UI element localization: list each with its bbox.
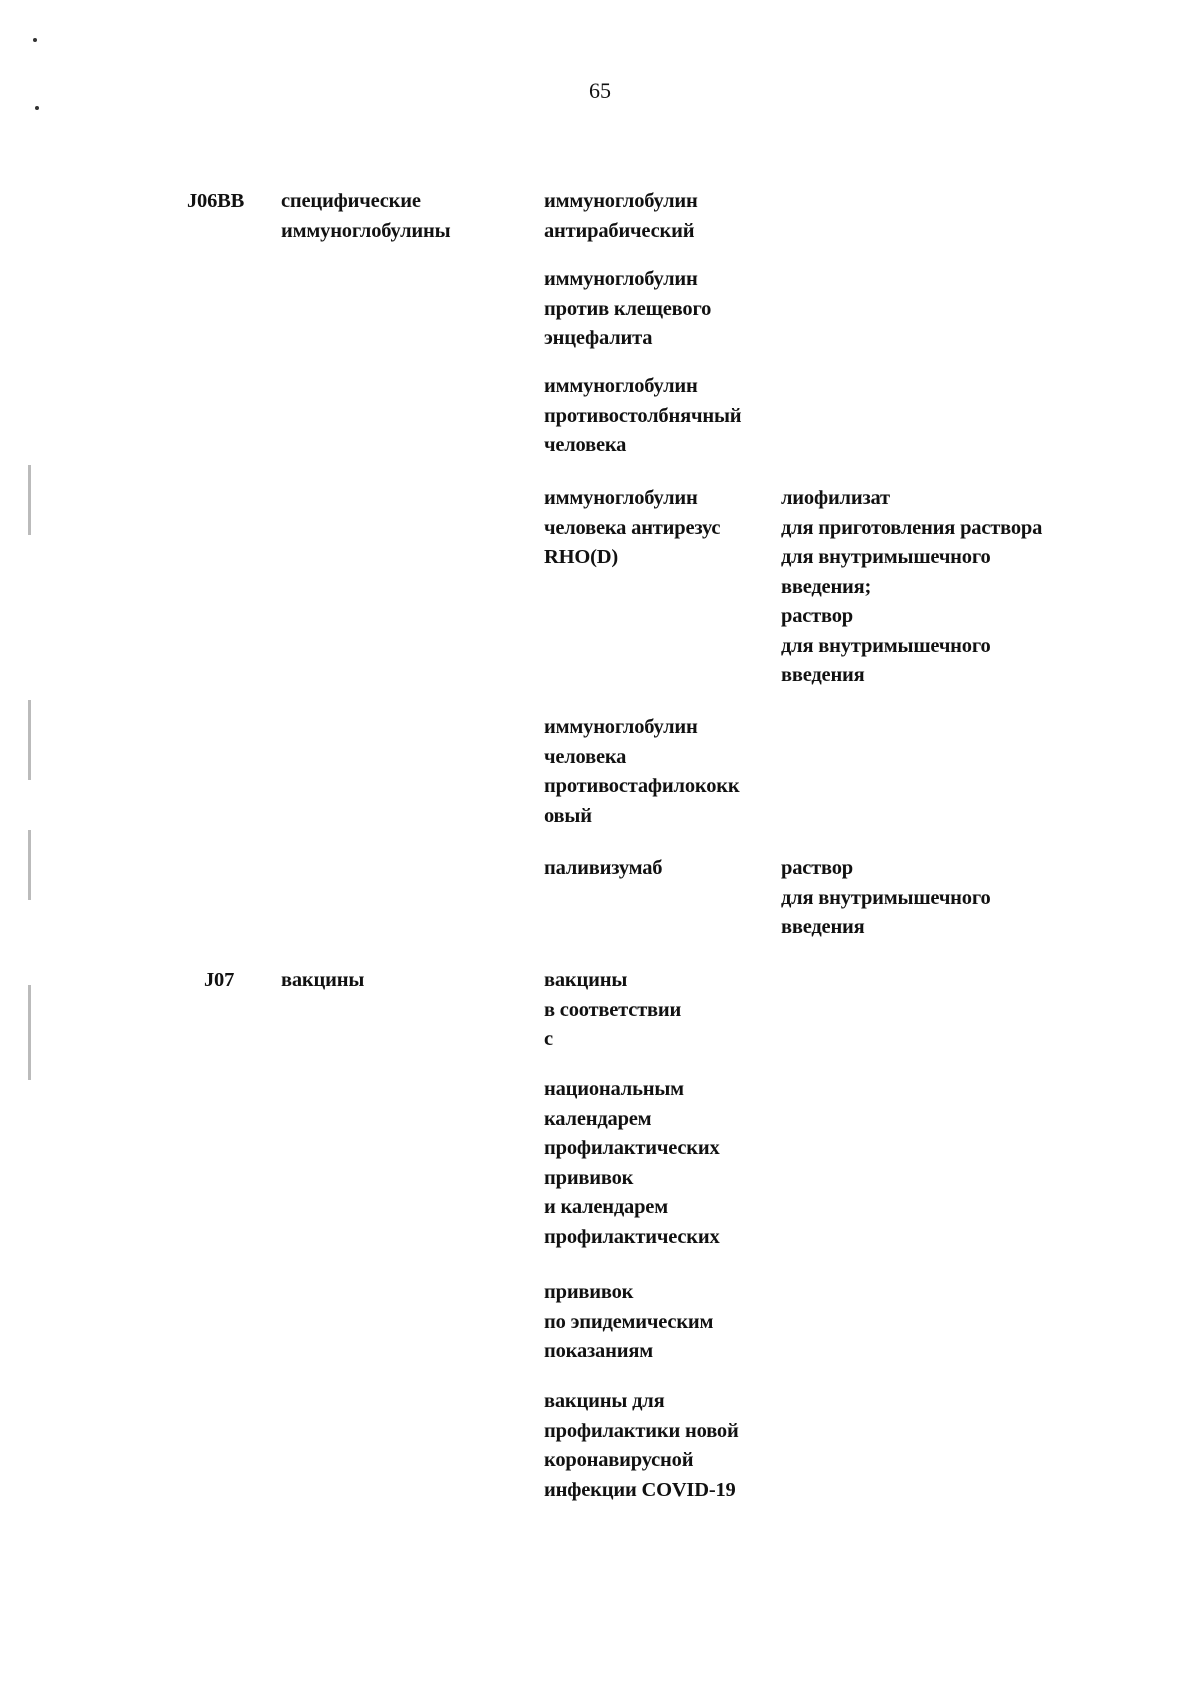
atc-code: J06BB	[187, 190, 245, 212]
dosage-form: раствор для внутримышечного введения	[781, 857, 991, 938]
drug-name: иммуноглобулин против клещевого энцефалита	[544, 268, 712, 349]
drug-name: иммуноглобулин антирабический	[544, 190, 698, 242]
drug-name: иммуноглобулин человека антирезус RHO(D)	[544, 487, 721, 568]
dosage-form: лиофилизат для приготовления раствора для внутримышечного введения; раствор для внутримышечного введения	[781, 487, 1043, 686]
drug-name: паливизумаб	[544, 857, 663, 879]
scan-speck	[33, 38, 37, 42]
page-number: 65	[589, 78, 611, 103]
scan-margin-mark	[28, 700, 31, 780]
scan-speck	[35, 106, 39, 110]
drug-name: иммуноглобулин противостолбнячный человека	[544, 375, 742, 456]
drug-name: вакцины для профилактики новой коронавирусной инфекции COVID-19	[544, 1390, 739, 1501]
scan-margin-mark	[28, 830, 31, 900]
drug-name: национальным календарем профилактических прививок и календарем профилактических	[544, 1078, 720, 1248]
drug-name: иммуноглобулин человека противостафилококк овый	[544, 716, 740, 827]
drug-name: прививок по эпидемическим показаниям	[544, 1281, 714, 1362]
drug-name: вакцины в соответствии с	[544, 969, 682, 1050]
atc-code: J07	[204, 969, 235, 991]
atc-group-name: вакцины	[281, 969, 365, 991]
atc-group-name: специфические иммуноглобулины	[281, 190, 451, 242]
scan-margin-mark	[28, 985, 31, 1080]
scan-margin-mark	[28, 465, 31, 535]
